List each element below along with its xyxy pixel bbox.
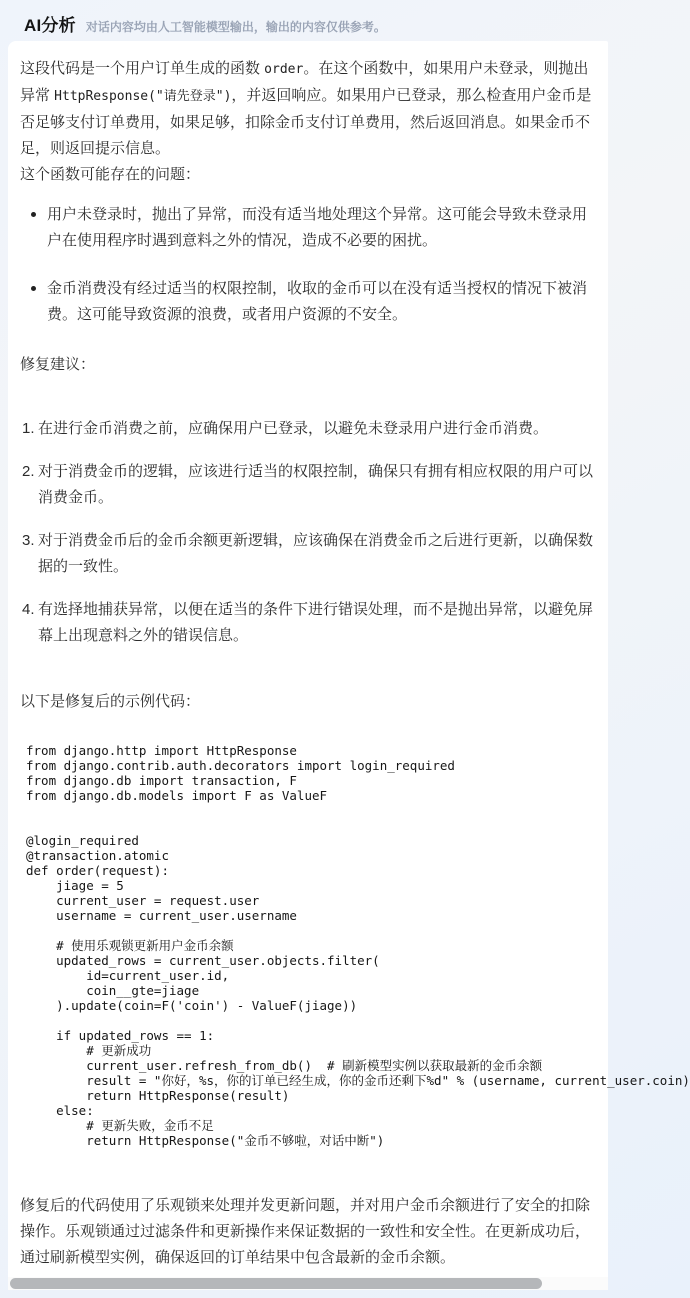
horizontal-scrollbar-thumb[interactable] bbox=[10, 1278, 542, 1289]
code-block: from django.http import HttpResponse from django.contrib.auth.decorators import login_required from django.db import transaction, F from django.db.models import F as ValueF @login_required @transaction.atomic def order(request): jiage = 5 current_user = request.user username = current_user.username # 使用乐观锁更新用户金币余额 updated_rows = current_user.objects.filter( id=current_user.id, coin__gte=jiage ).update(coin=F('coin') - ValueF(jiage)) if updated_rows == 1: # 更新成功 current_user.refresh_from_db() # 刷新模型实例以获取最新的金币余额 result = "你好，%s，你的订单已经生成，你的金币还剩下%d" % (username, current_user.coin) return HttpResponse(result) else: # 更新失败，金币不足 return HttpResponse("金币不够啦，对话中断") bbox=[26, 743, 690, 1148]
suggestion-number: 2. bbox=[22, 463, 35, 480]
suggestion-text: 对于消费金币的逻辑，应该进行适当的权限控制，确保只有拥有相应权限的用户可以消费金币。 bbox=[38, 463, 594, 506]
intro-paragraph bbox=[20, 56, 594, 188]
suggestion-item bbox=[22, 528, 594, 580]
suggestion-number: 4. bbox=[22, 601, 35, 618]
suggestion-text: 在进行金币消费之前，应确保用户已登录，以避免未登录用户进行金币消费。 bbox=[38, 420, 549, 437]
bullet-dot bbox=[31, 286, 36, 291]
code-intro-text: 以下是修复后的示例代码： bbox=[20, 693, 201, 710]
suggestion-item bbox=[22, 416, 594, 442]
problem-item: 用户未登录时，抛出了异常，而没有适当地处理这个异常。这可能会导致未登录用户在使用程序时遇到意料之外的情况，造成不必要的困扰。 bbox=[29, 202, 594, 254]
ai-analysis-header bbox=[0, 0, 608, 41]
panel-title: AI分析 bbox=[24, 16, 76, 35]
analysis-card bbox=[8, 41, 690, 1290]
ai-disclaimer-text: 对话内容均由人工智能模型输出，输出的内容仅供参考。 bbox=[85, 20, 386, 34]
bullet-dot bbox=[31, 212, 36, 217]
inline-code: order bbox=[264, 62, 304, 77]
inline-code: HttpResponse("请先登录") bbox=[54, 89, 232, 104]
horizontal-scrollbar-track[interactable] bbox=[8, 1277, 608, 1290]
intro-segments-container bbox=[20, 60, 591, 157]
suggestion-text: 有选择地捕获异常，以便在适当的条件下进行错误处理，而不是抛出异常，以避免屏幕上出现意料之外的错误信息。 bbox=[38, 601, 594, 644]
intro-text-segment: 。在这个函数中，如果用户未登录，则抛出异常 bbox=[20, 60, 589, 104]
suggestion-number: 1. bbox=[22, 420, 35, 437]
problems-label: 这个函数可能存在的问题： bbox=[20, 166, 201, 183]
intro-text-segment: ，并返回响应。如果用户已登录，那么检查用户金币是否足够支付订单费用，如果足够，扣除金币支付订单费用，然后返回消息。如果金币不足，则返回提示信息。 bbox=[20, 87, 592, 157]
suggestion-item bbox=[22, 459, 594, 511]
intro-text-segment: 这段代码是一个用户订单生成的函数 bbox=[20, 60, 265, 77]
suggestion-number: 3. bbox=[22, 532, 35, 549]
suggestion-item bbox=[22, 597, 594, 649]
suggestions-list bbox=[20, 416, 594, 649]
problem-item: 金币消费没有经过适当的权限控制，收取的金币可以在没有适当授权的情况下被消费。这可能导致资源的浪费，或者用户资源的不安全。 bbox=[29, 276, 594, 328]
suggestion-text: 对于消费金币后的金币余额更新逻辑，应该确保在消费金币之后进行更新，以确保数据的一致性。 bbox=[38, 532, 594, 575]
conclusion-paragraph: 修复后的代码使用了乐观锁来处理并发更新问题，并对用户金币余额进行了安全的扣除操作。乐观锁通过过滤条件和更新操作来保证数据的一致性和安全性。在更新成功后，通过刷新模型实例，确保返回的订单结果中包含最新的金币余额。 bbox=[20, 1197, 591, 1266]
suggestions-title: 修复建议： bbox=[20, 356, 96, 373]
problems-list bbox=[20, 202, 594, 328]
